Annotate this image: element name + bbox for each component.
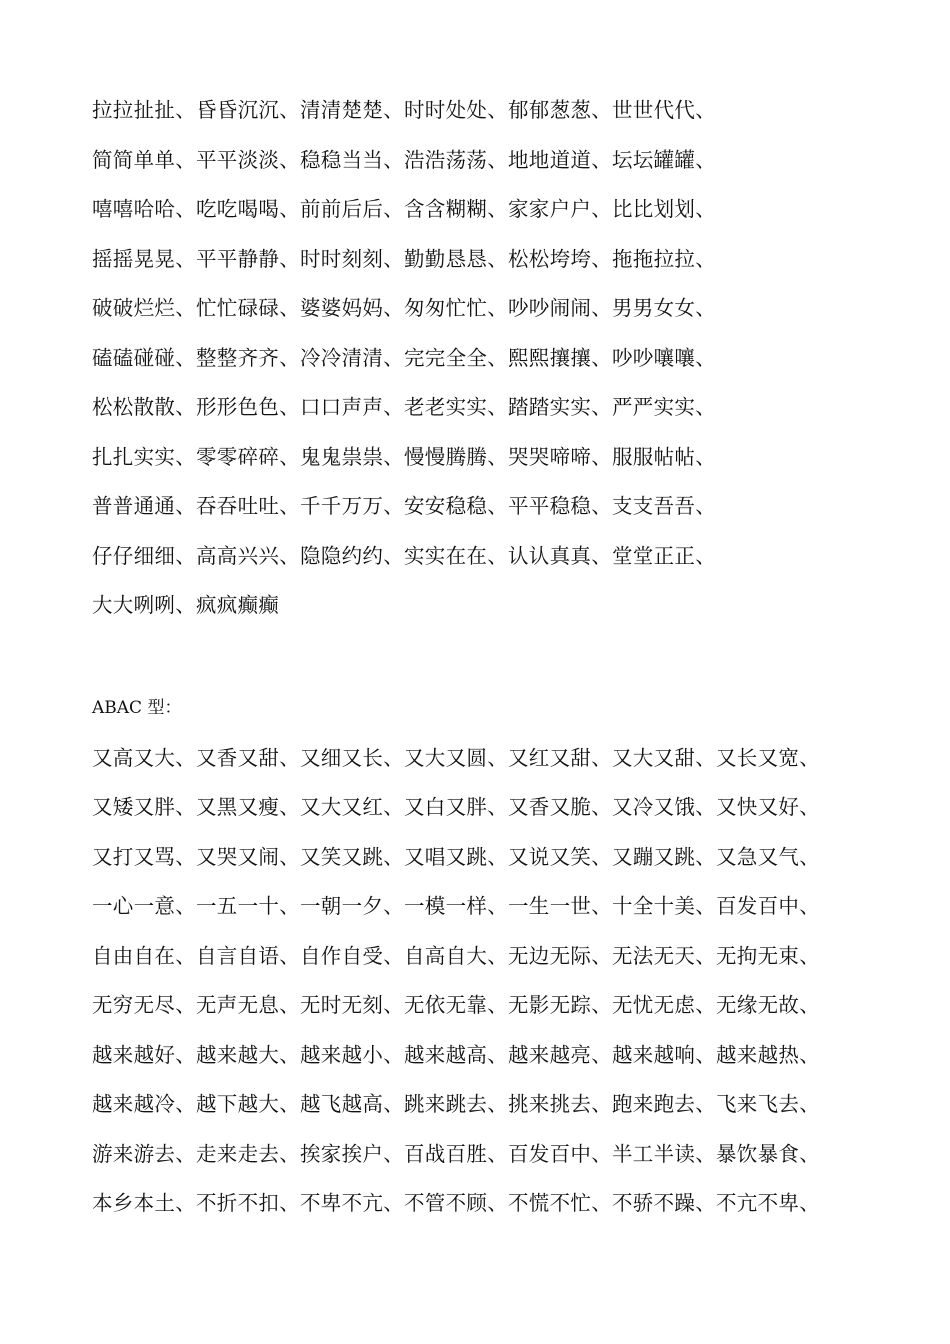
word-line: 大大咧咧、疯疯癫癫 <box>92 593 280 617</box>
word-line: 嘻嘻哈哈、吃吃喝喝、前前后后、含含糊糊、家家户户、比比划划、 <box>92 197 716 221</box>
word-line: 简简单单、平平淡淡、稳稳当当、浩浩荡荡、地地道道、坛坛罐罐、 <box>92 147 716 172</box>
word-line: 越来越冷、越下越大、越飞越高、跳来跳去、挑来挑去、跑来跑去、飞来飞去、 <box>92 1092 820 1116</box>
word-line: 本乡本土、不折不扣、不卑不亢、不管不顾、不慌不忙、不骄不躁、不亢不卑、 <box>92 1191 820 1215</box>
word-line: 仔仔细细、高高兴兴、隐隐约约、实实在在、认认真真、堂堂正正、 <box>92 543 716 568</box>
word-line: 摇摇晃晃、平平静静、时时刻刻、勤勤恳恳、松松垮垮、拖拖拉拉、 <box>92 246 716 271</box>
word-line: 磕磕碰碰、整整齐齐、冷冷清清、完完全全、熙熙攘攘、吵吵嚷嚷、 <box>92 345 716 370</box>
word-line: 松松散散、形形色色、口口声声、老老实实、踏踏实实、严严实实、 <box>92 395 716 419</box>
word-line: 普普通通、吞吞吐吐、千千万万、安安稳稳、平平稳稳、支支吾吾、 <box>92 494 716 518</box>
abac-section <box>92 690 910 1235</box>
word-line: 越来越好、越来越大、越来越小、越来越高、越来越亮、越来越响、越来越热、 <box>92 1042 820 1067</box>
abac-heading: ABAC 型： <box>92 698 182 718</box>
word-line: 拉拉扯扯、昏昏沉沉、清清楚楚、时时处处、郁郁葱葱、世世代代、 <box>92 98 716 122</box>
word-line: 扎扎实实、零零碎碎、鬼鬼祟祟、慢慢腾腾、哭哭啼啼、服服帖帖、 <box>92 444 716 469</box>
word-line: 一心一意、一五一十、一朝一夕、一模一样、一生一世、十全十美、百发百中、 <box>92 894 820 918</box>
word-line: 自由自在、自言自语、自作自受、自高自大、无边无际、无法无天、无拘无束、 <box>92 943 820 968</box>
word-line: 又高又大、又香又甜、又细又长、又大又圆、又红又甜、又大又甜、又长又宽、 <box>92 745 820 770</box>
word-line: 无穷无尽、无声无息、无时无刻、无依无靠、无影无踪、无忧无虑、无缘无故、 <box>92 993 820 1017</box>
aabb-word-list <box>92 92 910 637</box>
word-line: 破破烂烂、忙忙碌碌、婆婆妈妈、匆匆忙忙、吵吵闹闹、男男女女、 <box>92 296 716 320</box>
word-line: 又矮又胖、又黑又瘦、又大又红、又白又胖、又香又脆、又冷又饿、又快又好、 <box>92 795 820 819</box>
word-line: 又打又骂、又哭又闹、又笑又跳、又唱又跳、又说又笑、又蹦又跳、又急又气、 <box>92 844 820 869</box>
word-line: 游来游去、走来走去、挨家挨户、百战百胜、百发百中、半工半读、暴饮暴食、 <box>92 1141 820 1166</box>
